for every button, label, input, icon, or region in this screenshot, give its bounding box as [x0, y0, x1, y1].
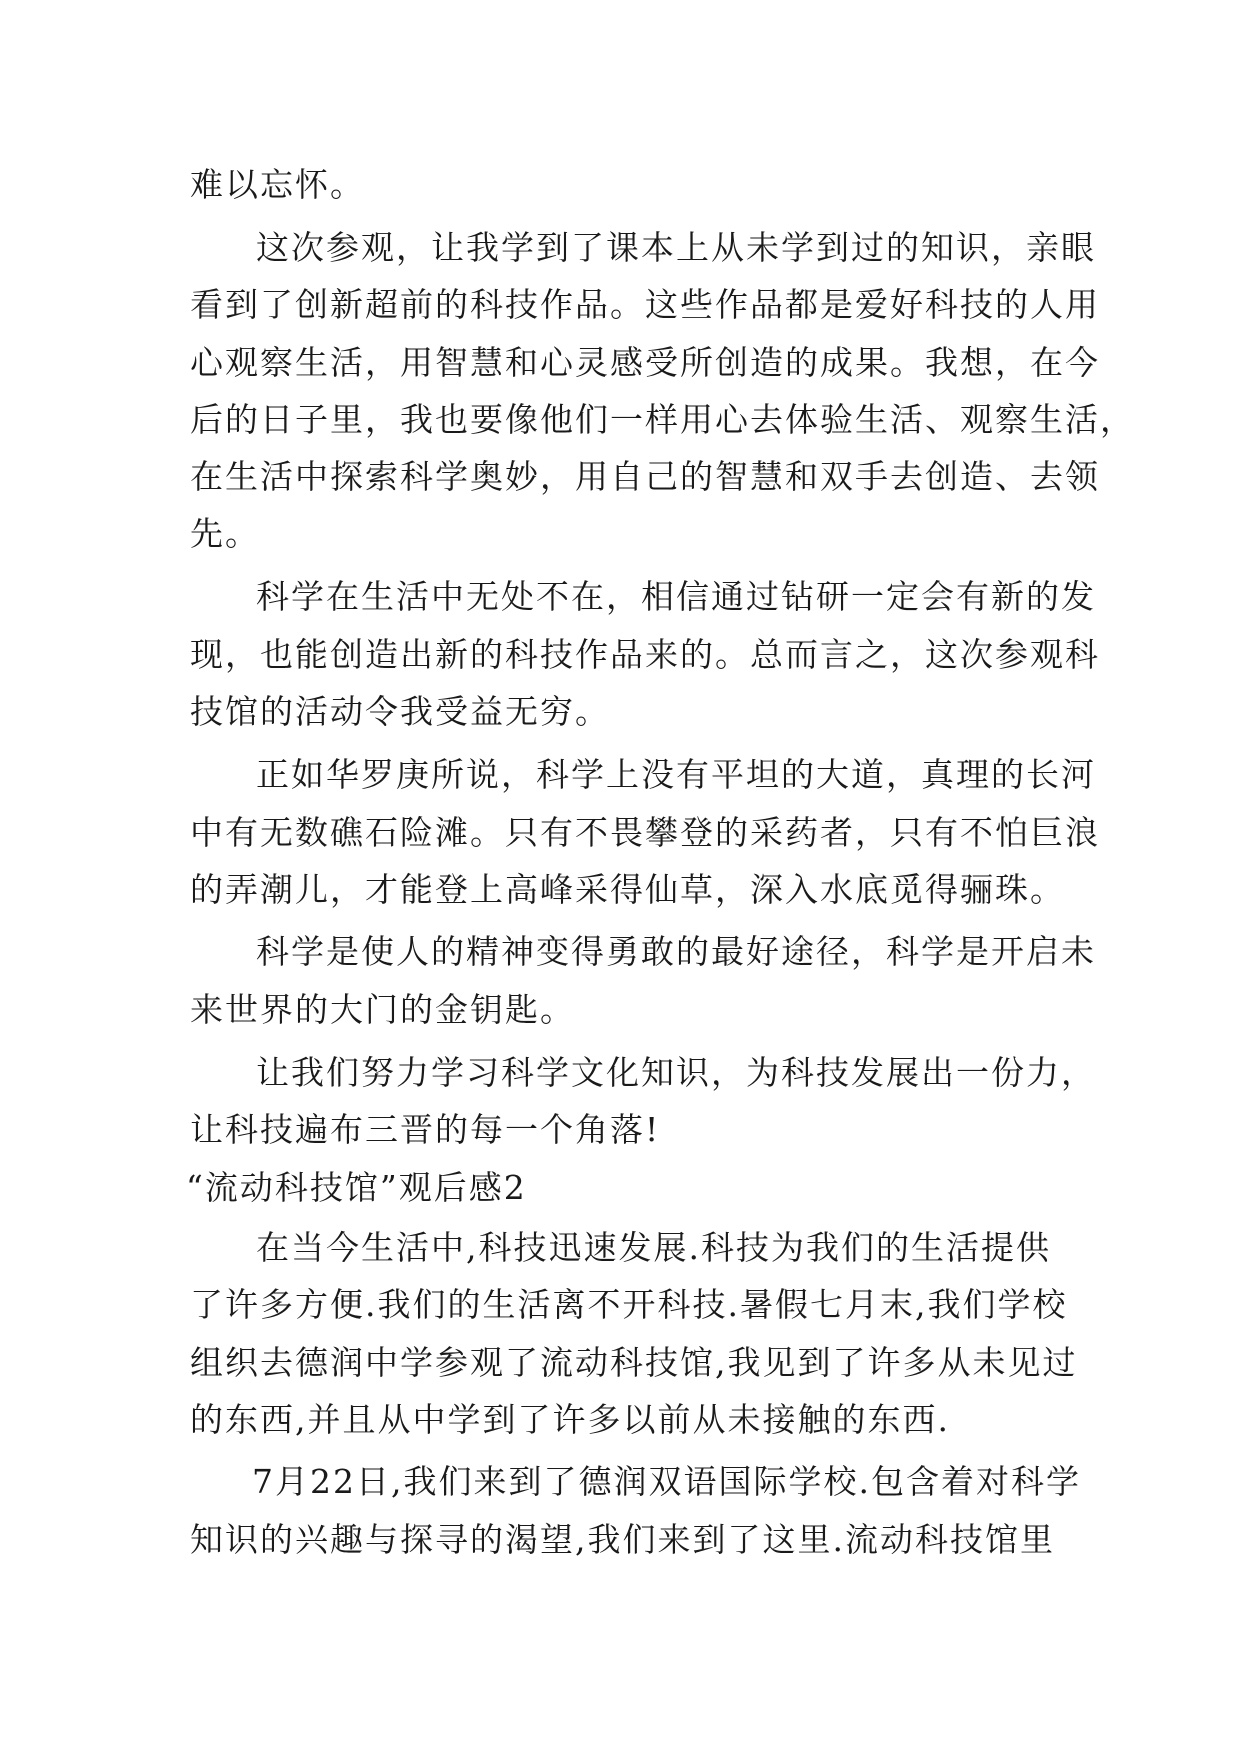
text-line: 知识的兴趣与探寻的渴望,我们来到了这里.流动科技馆里	[190, 1520, 1055, 1559]
text-line: 让我们努力学习科学文化知识，为科技发展出一份力，	[256, 1053, 1096, 1092]
text-line: 难以忘怀。	[190, 165, 365, 204]
text-line: 了许多方便.我们的生活离不开科技.暑假七月末,我们学校	[190, 1285, 1068, 1324]
text-line: 的东西,并且从中学到了许多以前从未接触的东西.	[190, 1400, 950, 1439]
text-line: 现，也能创造出新的科技作品来的。总而言之，这次参观科	[190, 635, 1100, 674]
text-line: 的弄潮儿，才能登上高峰采得仙草，深入水底觅得骊珠。	[190, 870, 1065, 909]
text-line: 让科技遍布三晋的每一个角落!	[190, 1110, 661, 1149]
text-line: 组织去德润中学参观了流动科技馆,我见到了许多从未见过	[190, 1343, 1078, 1382]
text-line: 科学是使人的精神变得勇敢的最好途径，科学是开启未	[256, 932, 1096, 971]
text-line: 正如华罗庚所说，科学上没有平坦的大道，真理的长河	[256, 755, 1096, 794]
text-line: 技馆的活动令我受益无穷。	[190, 692, 610, 731]
text-line: 在当今生活中,科技迅速发展.科技为我们的生活提供	[256, 1228, 1051, 1267]
section-heading: “流动科技馆”观后感2	[186, 1168, 527, 1207]
text-line: 这次参观，让我学到了课本上从未学到过的知识，亲眼	[256, 228, 1096, 267]
text-line: 心观察生活，用智慧和心灵感受所创造的成果。我想，在今	[190, 343, 1100, 382]
text-line: 科学在生活中无处不在，相信通过钻研一定会有新的发	[256, 577, 1096, 616]
text-line: 7月22日,我们来到了德润双语国际学校.包含着对科学	[252, 1462, 1081, 1501]
text-line: 来世界的大门的金钥匙。	[190, 990, 575, 1029]
text-line: 后的日子里，我也要像他们一样用心去体验生活、观察生活，	[190, 400, 1135, 439]
text-line: 看到了创新超前的科技作品。这些作品都是爱好科技的人用	[190, 285, 1100, 324]
text-line: 在生活中探索科学奥妙，用自己的智慧和双手去创造、去领	[190, 457, 1100, 496]
text-line: 先。	[190, 514, 260, 553]
text-line: 中有无数礁石险滩。只有不畏攀登的采药者，只有不怕巨浪	[190, 813, 1100, 852]
